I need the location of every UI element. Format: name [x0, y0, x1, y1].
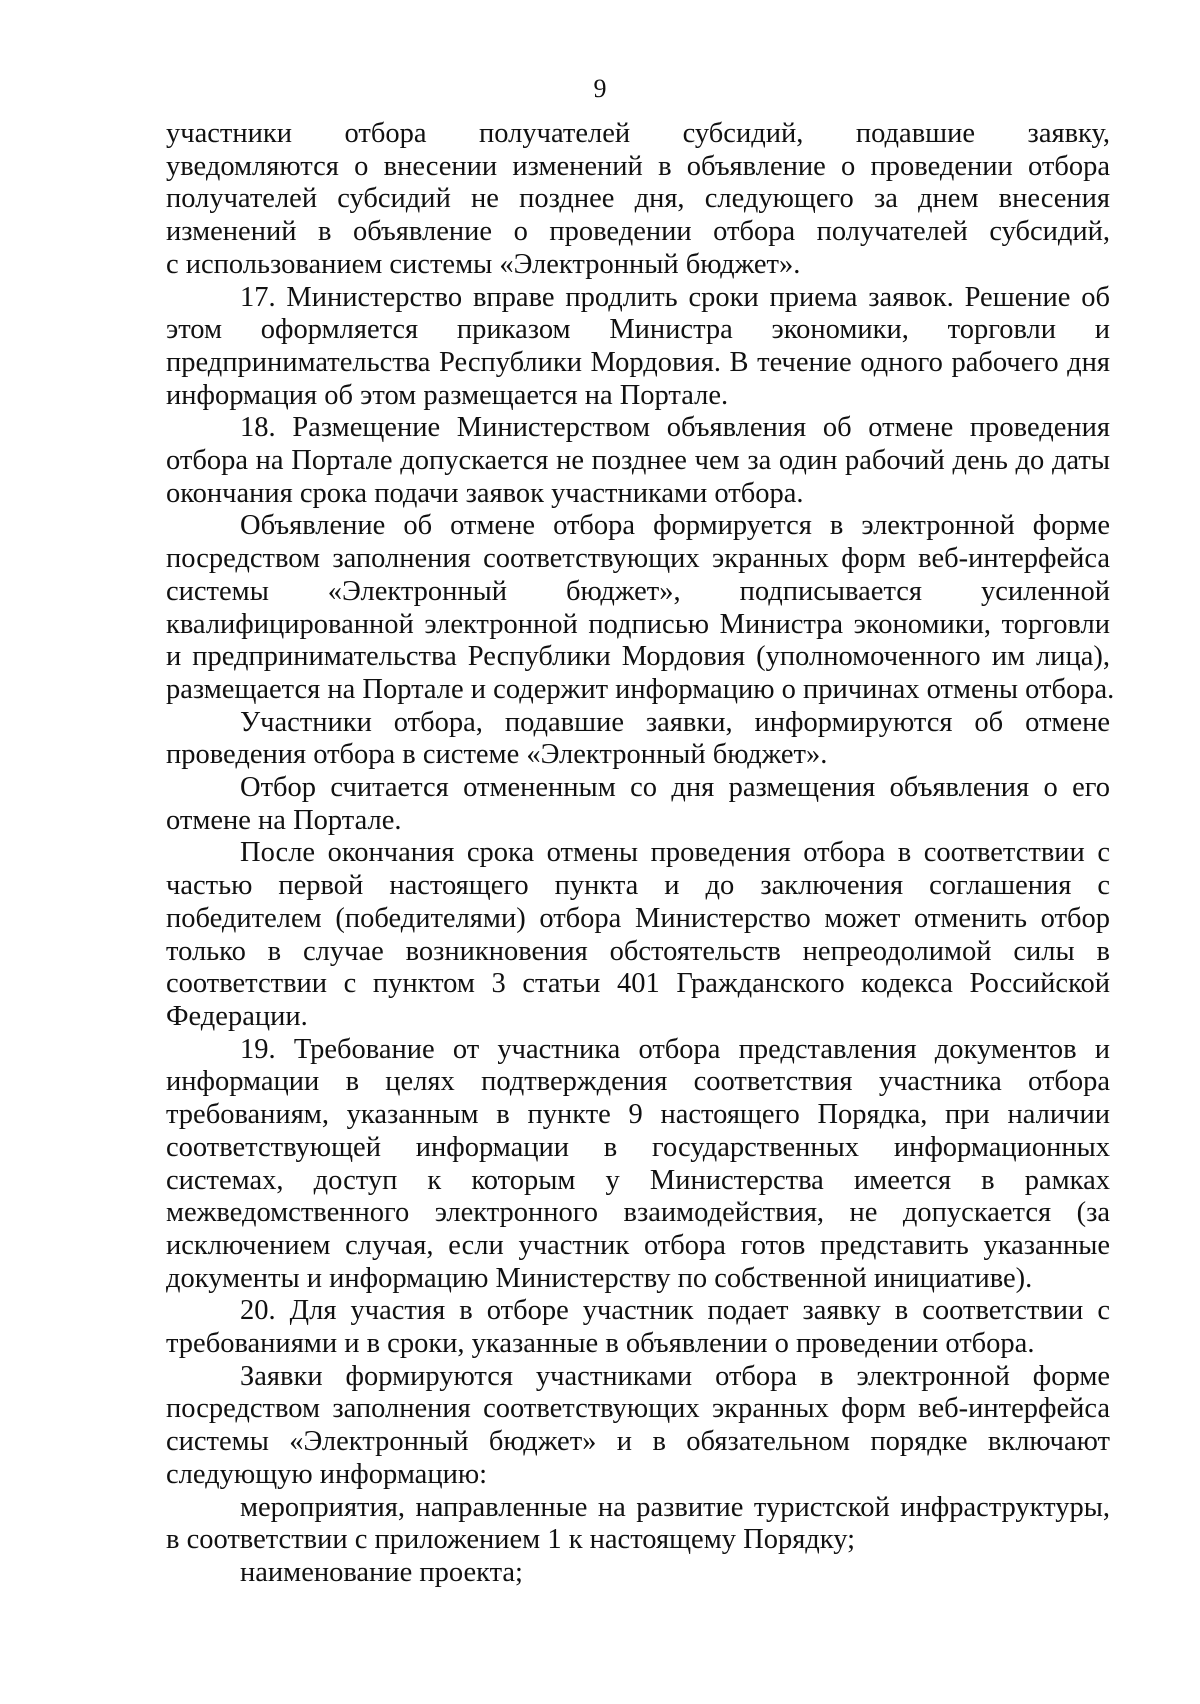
text-line: посредством заполнения соответствующих экранных форм веб-интерфейса: [166, 1393, 1110, 1425]
text-line: требованиями и в сроки, указанные в объявлении о проведении отбора.: [166, 1328, 1035, 1360]
paragraph-p11: [166, 1492, 1110, 1557]
text-line: документы и информацию Министерству по собственной инициативе).: [166, 1262, 1033, 1294]
text-line: 17. Министерство вправе продлить сроки приема заявок. Решение об: [240, 281, 1110, 313]
paragraph-p4: [166, 510, 1115, 706]
paragraph-p3: [166, 412, 1110, 510]
text-line: отбора на Портале допускается не позднее чем за один рабочий день до даты: [166, 445, 1110, 477]
paragraph-p8: [166, 1034, 1110, 1296]
text-line: изменений в объявление о проведении отбора получателей субсидий,: [166, 216, 1110, 248]
paragraph-p5: [166, 707, 1110, 772]
text-line: следующую информацию:: [166, 1458, 488, 1490]
text-line: окончания срока подачи заявок участниками отбора.: [166, 477, 804, 509]
text-line: Заявки формируются участниками отбора в электронной форме: [240, 1360, 1110, 1392]
text-line: информации в целях подтверждения соответствия участника отбора: [166, 1066, 1110, 1098]
text-line: только в случае возникновения обстоятельств непреодолимой силы в: [166, 935, 1110, 967]
text-line: уведомляются о внесении изменений в объявление о проведении отбора: [166, 150, 1110, 182]
text-line: межведомственного электронного взаимодействия, не допускается (за: [166, 1197, 1110, 1229]
paragraph-p6: [166, 772, 1110, 837]
text-line: посредством заполнения соответствующих экранных форм веб-интерфейса: [166, 543, 1110, 575]
text-line: Объявление об отмене отбора формируется в электронной форме: [240, 510, 1110, 542]
text-line: 18. Размещение Министерством объявления об отмене проведения: [240, 412, 1110, 444]
text-line: проведения отбора в системе «Электронный бюджет».: [166, 739, 828, 771]
text-line: участники отбора получателей субсидий, подавшие заявку,: [166, 118, 1110, 149]
text-line: и предпринимательства Республики Мордовия (уполномоченного им лица),: [166, 641, 1110, 673]
text-line: После окончания срока отмены проведения отбора в соответствии с: [240, 837, 1110, 869]
text-line: получателей субсидий не позднее дня, следующего за днем внесения: [166, 183, 1110, 215]
text-line: Федерации.: [166, 1000, 308, 1032]
paragraph-p10: [166, 1361, 1110, 1492]
paragraph-p12: [166, 1557, 1110, 1590]
text-line: Отбор считается отмененным со дня размещения объявления о его: [240, 772, 1110, 804]
text-line: в соответствии с приложением 1 к настоящему Порядку;: [166, 1524, 856, 1556]
text-line: наименование проекта;: [240, 1556, 523, 1588]
paragraph-p9: [166, 1295, 1110, 1360]
text-line: мероприятия, направленные на развитие туристской инфраструктуры,: [240, 1491, 1110, 1523]
text-line: отмене на Портале.: [166, 804, 402, 836]
text-line: информация об этом размещается на Портале.: [166, 379, 729, 411]
text-line: победителем (победителями) отбора Министерство может отменить отбор: [166, 902, 1110, 934]
text-line: требованиям, указанным в пункте 9 настоящего Порядка, при наличии: [166, 1099, 1110, 1131]
text-line: 20. Для участия в отборе участник подает заявку в соответствии с: [240, 1295, 1110, 1327]
text-line: 19. Требование от участника отбора представления документов и: [240, 1033, 1110, 1065]
paragraph-p7: [166, 837, 1110, 1033]
text-line: с использованием системы «Электронный бюджет».: [166, 248, 801, 280]
text-line: предпринимательства Республики Мордовия. В течение одного рабочего дня: [166, 346, 1110, 378]
page-number: 9: [593, 74, 607, 103]
text-line: системы «Электронный бюджет», подписывается усиленной: [166, 575, 1110, 607]
text-line: соответствии с пунктом 3 статьи 401 Гражданского кодекса Российской: [166, 968, 1110, 1000]
text-line: Участники отбора, подавшие заявки, информируются об отмене: [240, 706, 1110, 738]
text-line: частью первой настоящего пункта и до заключения соглашения с: [166, 870, 1110, 902]
text-line: размещается на Портале и содержит информацию о причинах отмены отбора.: [166, 673, 1115, 705]
text-line: этом оформляется приказом Министра экономики, торговли и: [166, 314, 1110, 346]
text-line: квалифицированной электронной подписью Министра экономики, торговли: [166, 608, 1110, 640]
text-line: системы «Электронный бюджет» и в обязательном порядке включают: [166, 1426, 1110, 1458]
document-body: [166, 118, 1115, 1590]
text-line: системах, доступ к которым у Министерства имеется в рамках: [166, 1164, 1110, 1196]
text-line: исключением случая, если участник отбора готов представить указанные: [166, 1229, 1110, 1261]
paragraph-p1: [166, 118, 1110, 282]
text-line: соответствующей информации в государственных информационных: [166, 1131, 1110, 1163]
paragraph-p2: [166, 282, 1110, 413]
